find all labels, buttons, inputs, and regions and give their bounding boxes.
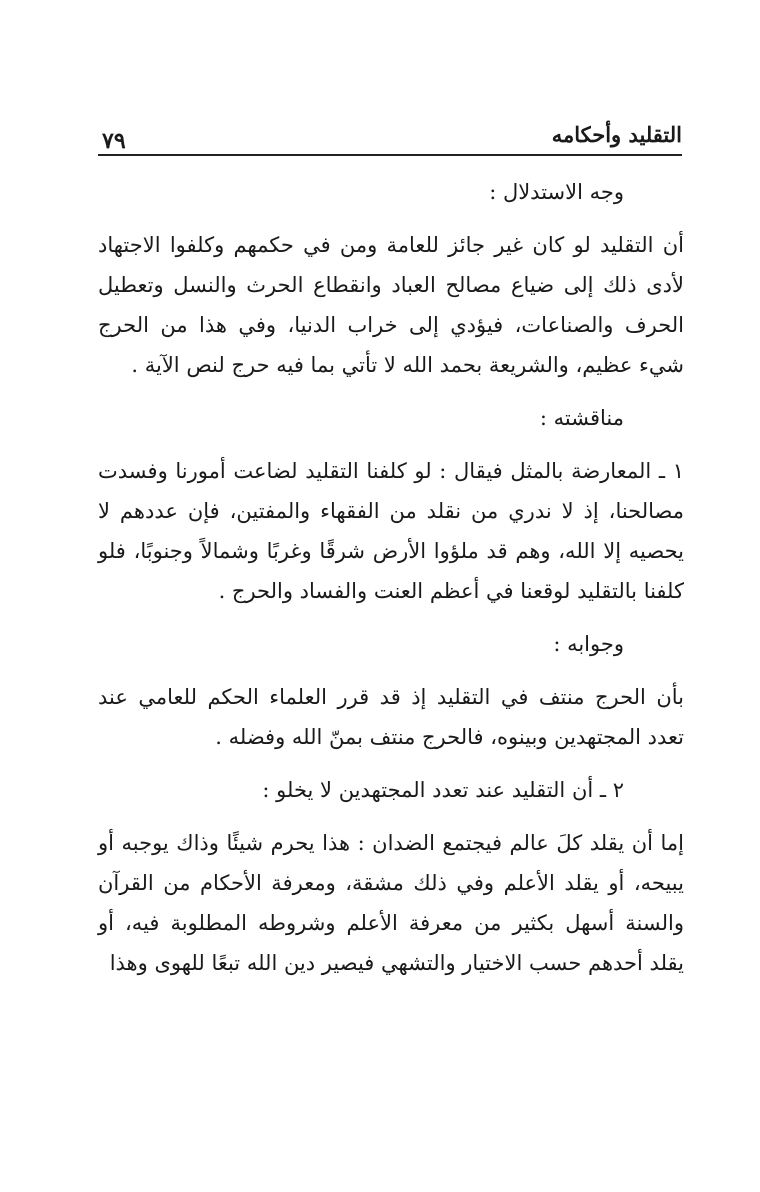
section-heading: مناقشته : <box>539 406 624 430</box>
paragraph: أن التقليد لو كان غير جائز للعامة ومن في حكمهم وكلفوا الاجتهاد لأدى ذلك إلى ضياع مصالح العباد وانقطاع الحرث والنسل وتعطيل الحرف والصناعات، فيؤدي إلى خراب الدنيا، وفي هذا من الحرج شيء عظيم، والشريعة بحمد الله لا تأتي بما فيه حرج لنص الآية . <box>98 233 684 377</box>
paragraph: إما أن يقلد كلَ عالم فيجتمع الضدان : هذا يحرم شيئًا وذاك يوجبه أو يبيحه، أو يقلد الأعلم وفي ذلك مشقة، ومعرفة الأحكام من القرآن والسنة أسهل بكثير من معرفة الأعلم وشروطه المطلوبة فيه، أو يقلد أحدهم حسب الاختيار والتشهي فيصير دين الله تبعًا للهوى وهذا <box>98 831 684 975</box>
paragraph: ١ ـ المعارضة بالمثل فيقال : لو كلفنا التقليد لضاعت أمورنا وفسدت مصالحنا، إذ لا ندري من نقلد من الفقهاء والمفتين، فإن عددهم لا يحصيه إلا الله، وهم قد ملؤوا الأرض شرقًا وغربًا وشمالاً وجنوبًا، فلو كلفنا بالتقليد لوقعنا في أعظم العنت والفساد والحرج . <box>98 459 684 603</box>
header-rule <box>98 154 682 156</box>
header-title: التقليد وأحكامه <box>551 122 682 147</box>
numbered-point: ٢ ـ أن التقليد عند تعدد المجتهدين لا يخلو : <box>262 778 624 802</box>
running-header <box>98 122 682 166</box>
body-text <box>98 172 684 996</box>
page-number: ٧٩ <box>102 128 126 154</box>
paragraph: بأن الحرج منتف في التقليد إذ قد قرر العلماء الحكم للعامي عند تعدد المجتهدين وبينوه، فالحرج منتف بمنّ الله وفضله . <box>98 685 685 749</box>
section-heading: وجوابه : <box>553 632 624 656</box>
section-heading: وجه الاستدلال : <box>489 180 624 204</box>
